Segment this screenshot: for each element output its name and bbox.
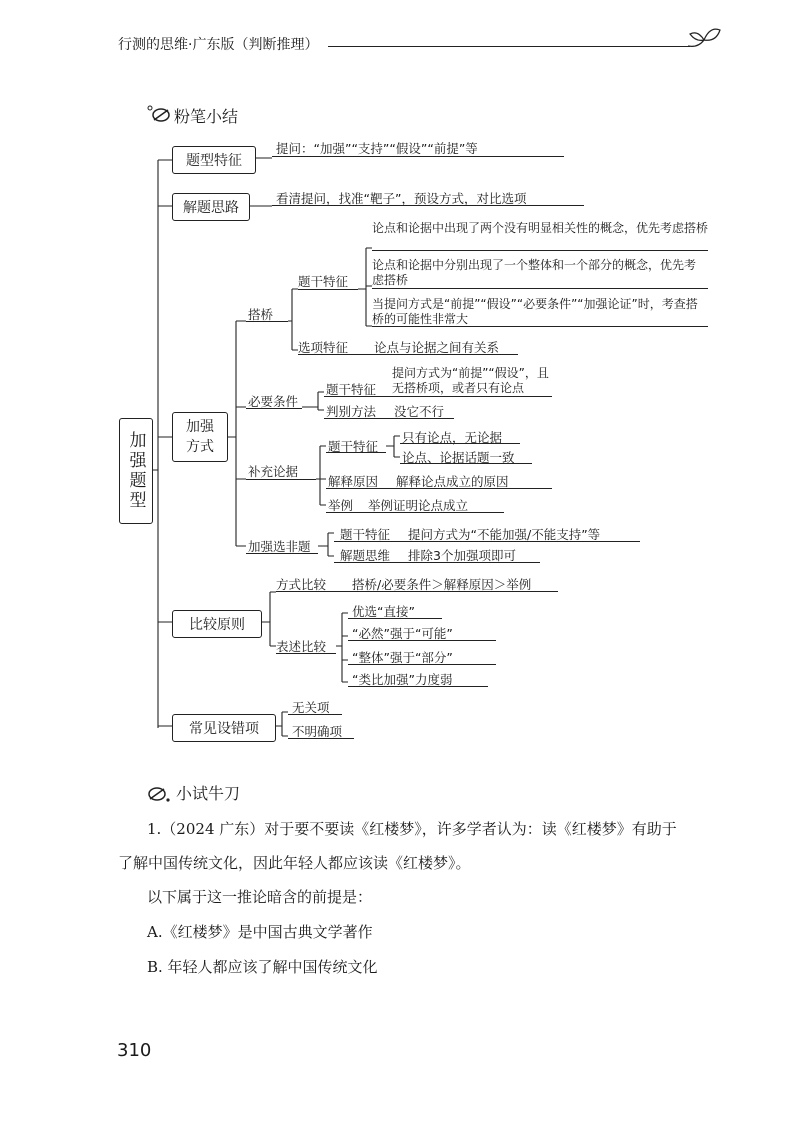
comparison-item-1: 优选“直接” bbox=[352, 604, 415, 619]
exception-approach-label: 解题思维 bbox=[340, 548, 391, 563]
exception-stem-label: 题干特征 bbox=[340, 527, 391, 542]
underline bbox=[246, 408, 302, 409]
underline bbox=[288, 738, 354, 739]
page-number: 310 bbox=[117, 1040, 152, 1061]
underline bbox=[246, 321, 288, 322]
underline bbox=[348, 686, 488, 687]
underline bbox=[298, 289, 358, 290]
underline bbox=[324, 396, 552, 397]
comparison-item-4: “类比加强”力度弱 bbox=[352, 672, 453, 687]
supplement-example-label: 举例 bbox=[328, 498, 354, 513]
bridging-stem-2: 论点和论据中分别出现了一个整体和一个部分的概念，优先考虑搭桥 bbox=[372, 258, 697, 287]
section-title-summary: 粉笔小结 bbox=[174, 107, 239, 126]
underline bbox=[324, 418, 454, 419]
comparison-wording-label: 表述比较 bbox=[276, 639, 327, 654]
supplement-reason-label: 解释原因 bbox=[328, 474, 379, 489]
underline bbox=[334, 541, 640, 542]
node-solving-approach-text: 看清提问，找准“靶子”，预设方式，对比选项 bbox=[276, 191, 527, 206]
node-common-wrong-options: 常见设错项 bbox=[172, 714, 276, 742]
node-question-type-features-text: 提问：“加强”“支持”“假设”“前提”等 bbox=[276, 141, 478, 156]
supplement-stem-2: 论点、论据话题一致 bbox=[402, 450, 515, 465]
node-strengthen-methods: 加强方式 bbox=[172, 412, 228, 462]
option-a: A.《红楼梦》是中国古典文学著作 bbox=[147, 923, 373, 941]
comparison-method-label: 方式比较 bbox=[276, 577, 327, 592]
underline bbox=[400, 463, 532, 464]
node-solving-approach: 解题思路 bbox=[172, 193, 250, 221]
underline bbox=[288, 714, 342, 715]
underline bbox=[372, 326, 708, 327]
node-necessary-condition: 必要条件 bbox=[248, 394, 299, 409]
underline bbox=[326, 512, 504, 513]
underline bbox=[272, 205, 584, 206]
underline bbox=[348, 664, 496, 665]
node-question-type-features: 题型特征 bbox=[172, 146, 256, 174]
underline bbox=[298, 354, 518, 355]
bridging-stem-1: 论点和论据中出现了两个没有明显相关性的概念，优先考虑搭桥 bbox=[372, 221, 709, 235]
section-title-practice: 小试牛刀 bbox=[176, 784, 241, 803]
underline bbox=[272, 156, 564, 157]
necessary-stem-text: 提问方式为“前提”“假设”，且无搭桥项，或者只有论点 bbox=[392, 366, 549, 395]
underline bbox=[372, 250, 708, 251]
question-stem-line2: 了解中国传统文化，因此年轻人都应该读《红楼梦》。 bbox=[118, 854, 471, 872]
root-node: 加强题型 bbox=[119, 418, 153, 524]
underline bbox=[348, 618, 442, 619]
node-strengthen-exception: 加强选非题 bbox=[248, 539, 311, 554]
bridging-option-text: 论点与论据之间有关系 bbox=[374, 340, 500, 355]
necessary-judge-label: 判别方法 bbox=[326, 404, 377, 419]
underline bbox=[334, 562, 540, 563]
exception-approach-text: 排除3个加强项即可 bbox=[408, 548, 516, 563]
practice-icon bbox=[146, 784, 172, 804]
underline bbox=[276, 591, 558, 592]
wrong-option-1: 无关项 bbox=[292, 700, 330, 715]
node-comparison-principles: 比较原则 bbox=[172, 610, 262, 638]
underline bbox=[326, 488, 552, 489]
wrong-option-2: 不明确项 bbox=[292, 724, 343, 739]
underline bbox=[372, 288, 708, 289]
supplement-reason-text: 解释论点成立的原因 bbox=[396, 474, 509, 489]
bridging-stem-label: 题干特征 bbox=[298, 274, 349, 289]
running-header: 行测的思维·广东版（判断推理） bbox=[118, 37, 319, 53]
comparison-item-2: “必然”强于“可能” bbox=[352, 626, 453, 641]
question-prompt: 以下属于这一推论暗含的前提是： bbox=[147, 888, 373, 906]
supplement-example-text: 举例证明论点成立 bbox=[368, 498, 469, 513]
option-b: B. 年轻人都应该了解中国传统文化 bbox=[147, 958, 378, 976]
supplement-stem-1: 只有论点，无论据 bbox=[402, 430, 503, 445]
underline bbox=[348, 640, 496, 641]
comparison-method-text: 搭桥/必要条件＞解释原因＞举例 bbox=[352, 577, 532, 592]
supplement-stem-label: 题干特征 bbox=[328, 439, 379, 454]
necessary-judge-text: 没它不行 bbox=[394, 404, 445, 419]
underline bbox=[400, 443, 520, 444]
comparison-item-3: “整体”强于“部分” bbox=[352, 650, 453, 665]
underline bbox=[246, 479, 316, 480]
node-bridging: 搭桥 bbox=[248, 307, 274, 322]
underline bbox=[276, 653, 336, 654]
exception-stem-text: 提问方式为“不能加强/不能支持”等 bbox=[408, 527, 601, 542]
underline bbox=[326, 452, 386, 453]
question-stem-line1: 1.（2024 广东）对于要不要读《红楼梦》，许多学者认为：读《红楼梦》有助于 bbox=[147, 820, 677, 838]
node-supplement-evidence: 补充论据 bbox=[248, 464, 299, 479]
necessary-stem-label: 题干特征 bbox=[326, 382, 377, 397]
bridging-stem-3: 当提问方式是“前提”“假设”“必要条件”“加强论证”时，考查搭桥的可能性非常大 bbox=[372, 297, 698, 326]
bridging-option-label: 选项特征 bbox=[298, 340, 349, 355]
underline bbox=[246, 553, 318, 554]
